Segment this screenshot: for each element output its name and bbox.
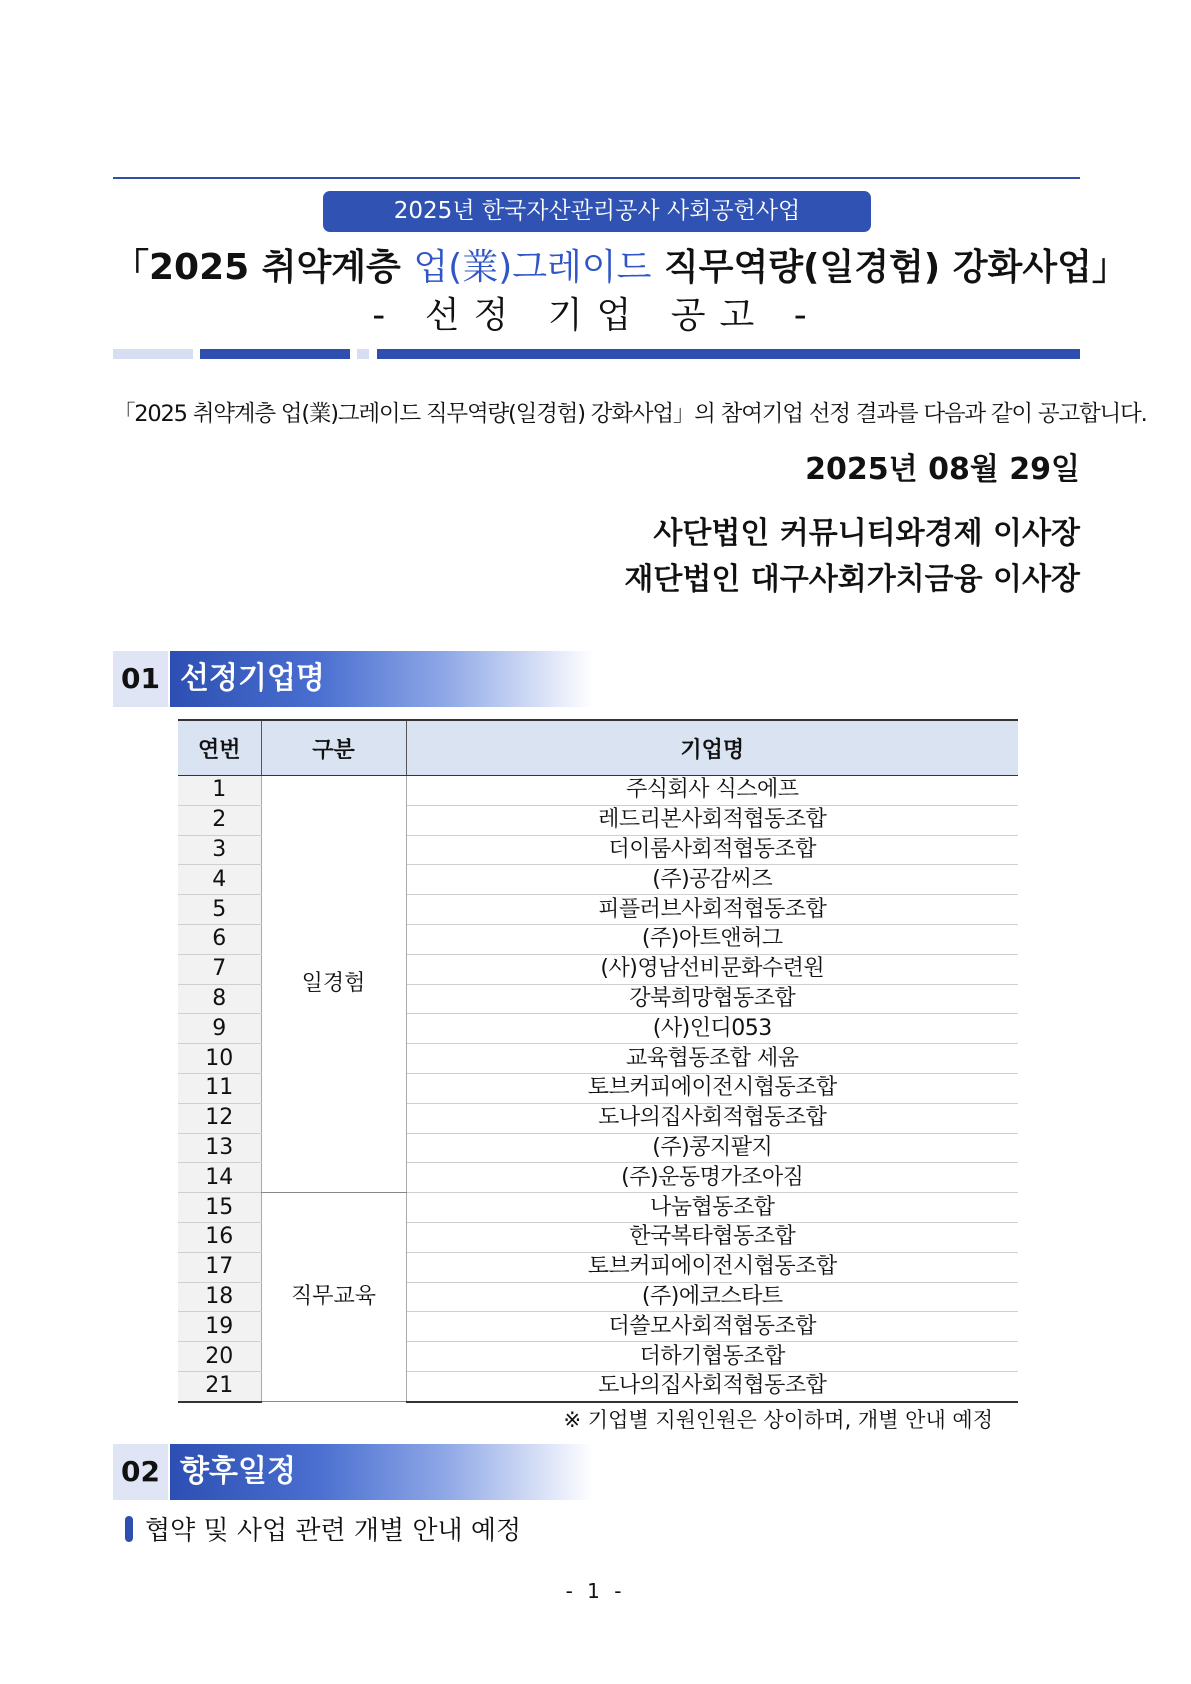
company-name: 레드리본사회적협동조합 [406, 805, 1018, 835]
row-number: 4 [178, 865, 261, 895]
row-number: 2 [178, 805, 261, 835]
company-name: (주)아트앤허그 [406, 924, 1018, 954]
intro-text: 「2025 취약계층 업(業)그레이드 직무역량(일경험) 강화사업」의 참여기업 선정 결과를 다음과 같이 공고합니다. [113, 401, 1147, 427]
company-name: 나눔협동조합 [406, 1193, 1018, 1223]
company-name: 토브커피에이전시협동조합 [406, 1252, 1018, 1282]
title-prefix: 「2025 취약계층 [113, 247, 414, 288]
section-number: 01 [121, 662, 160, 695]
page-subtitle: - 선정 기업 공고 - [372, 295, 821, 336]
company-name: 피플러브사회적협동조합 [406, 895, 1018, 925]
company-name: 더이룸사회적협동조합 [406, 835, 1018, 865]
row-number: 3 [178, 835, 261, 865]
row-number: 20 [178, 1342, 261, 1372]
row-number: 21 [178, 1371, 261, 1401]
signatory-1: 사단법인 커뮤니티와경제 이사장 [653, 516, 1080, 551]
divider-segment [357, 349, 369, 359]
divider-segment [113, 349, 193, 359]
company-name: (주)에코스타트 [406, 1282, 1018, 1312]
company-name: 강북희망협동조합 [406, 984, 1018, 1014]
title-suffix: 직무역량(일경험) 강화사업」 [651, 247, 1128, 288]
table-note: ※ 기업별 지원인원은 상이하며, 개별 안내 예정 [563, 1408, 993, 1432]
announcement-date: 2025년 08월 29일 [805, 452, 1080, 487]
section-title: 선정기업명 [170, 651, 593, 707]
row-number: 12 [178, 1103, 261, 1133]
section-header-selected-companies [113, 651, 593, 707]
company-name: (주)공감씨즈 [406, 865, 1018, 895]
row-number: 5 [178, 895, 261, 925]
row-number: 11 [178, 1073, 261, 1103]
section-number: 02 [121, 1455, 160, 1488]
top-rule [113, 177, 1080, 179]
program-banner: 2025년 한국자산관리공사 사회공헌사업 [323, 191, 871, 232]
row-number: 19 [178, 1312, 261, 1342]
column-header-category: 구분 [261, 720, 406, 776]
company-name: 주식회사 식스에프 [406, 776, 1018, 806]
company-name: (사)인디053 [406, 1014, 1018, 1044]
company-name: (사)영남선비문화수련원 [406, 954, 1018, 984]
company-name: 더쓸모사회적협동조합 [406, 1312, 1018, 1342]
company-name: 토브커피에이전시협동조합 [406, 1073, 1018, 1103]
table-header-row [178, 720, 1018, 776]
section-title: 향후일정 [170, 1444, 593, 1500]
row-number: 1 [178, 776, 261, 806]
row-number: 16 [178, 1222, 261, 1252]
row-number: 13 [178, 1133, 261, 1163]
row-category: 일경험 [261, 776, 406, 1193]
company-name: 도나의집사회적협동조합 [406, 1103, 1018, 1133]
bullet-marker [125, 1516, 133, 1542]
divider-segment [200, 349, 350, 359]
title-accent: 업(業)그레이드 [413, 247, 652, 288]
row-number: 10 [178, 1044, 261, 1074]
table-row [178, 776, 1018, 806]
divider-segment [377, 349, 1080, 359]
page-title [113, 243, 1128, 293]
company-name: 한국복타협동조합 [406, 1222, 1018, 1252]
company-name: 도나의집사회적협동조합 [406, 1371, 1018, 1401]
signatory-2: 재단법인 대구사회가치금융 이사장 [624, 562, 1080, 597]
row-number: 14 [178, 1163, 261, 1193]
row-number: 15 [178, 1193, 261, 1223]
schedule-item-text: 협약 및 사업 관련 개별 안내 예정 [145, 1516, 522, 1546]
page-number: - 1 - [565, 1579, 626, 1603]
section-header-schedule [113, 1444, 593, 1500]
row-number: 8 [178, 984, 261, 1014]
table-row [178, 1193, 1018, 1223]
column-header-company: 기업명 [406, 720, 1018, 776]
row-number: 7 [178, 954, 261, 984]
column-header-no: 연번 [178, 720, 261, 776]
company-name: (주)운동명가조아짐 [406, 1163, 1018, 1193]
row-number: 17 [178, 1252, 261, 1282]
company-name: (주)콩지팥지 [406, 1133, 1018, 1163]
company-name: 더하기협동조합 [406, 1342, 1018, 1372]
schedule-item [125, 1510, 521, 1547]
company-name: 교육협동조합 세움 [406, 1044, 1018, 1074]
row-number: 9 [178, 1014, 261, 1044]
row-category: 직무교육 [261, 1193, 406, 1402]
row-number: 6 [178, 924, 261, 954]
company-table [178, 719, 1018, 1403]
row-number: 18 [178, 1282, 261, 1312]
